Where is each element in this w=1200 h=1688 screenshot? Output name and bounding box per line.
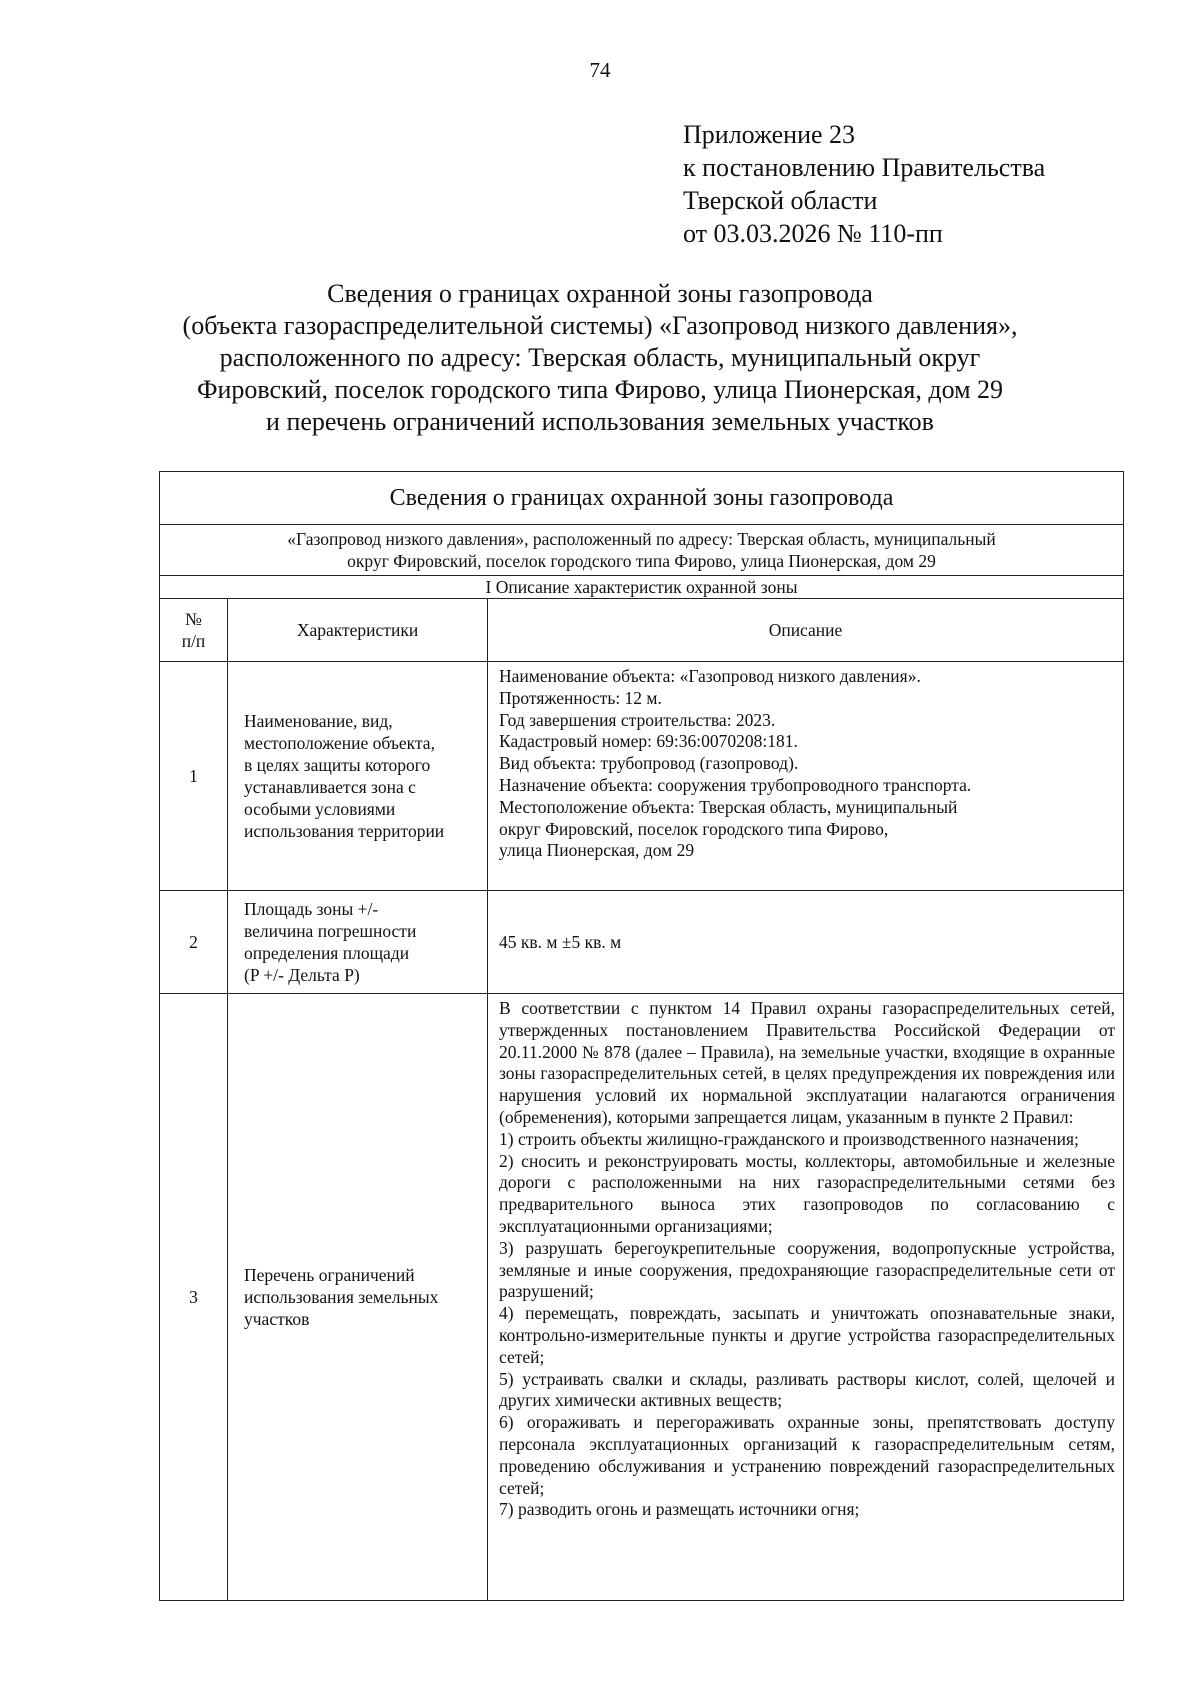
- column-header-number-line: п/п: [181, 631, 206, 651]
- characteristic-line: (P +/- Дельта P): [244, 965, 360, 985]
- description-line: улица Пионерская, дом 29: [499, 840, 695, 861]
- table-subtitle-line: «Газопровод низкого давления», расположенный по адресу: Тверская область, муниципальный: [287, 529, 996, 549]
- restriction-item: 2) сносить и реконструировать мосты, коллекторы, автомобильные и железные дороги с расположенными на них газораспределительными сетями без предварительного выноса этих газопроводов по согласованию с эксплуатационными организациями;: [499, 1150, 1115, 1236]
- table-row: [160, 662, 1124, 891]
- characteristic-line: Перечень ограничений: [244, 1265, 415, 1285]
- page-number: 74: [589, 58, 611, 82]
- document-title-line: и перечень ограничений использования земельных участков: [266, 407, 934, 436]
- table-subtitle: [160, 525, 1124, 576]
- table-title: Сведения о границах охранной зоны газопровода: [160, 472, 1124, 525]
- description-line: 45 кв. м ±5 кв. м: [499, 932, 622, 953]
- row-characteristic: [228, 891, 488, 994]
- row-description: [488, 662, 1124, 891]
- description-line: Год завершения строительства: 2023.: [499, 709, 776, 730]
- characteristic-line: использования территории: [244, 821, 445, 841]
- table-title-row: [160, 472, 1124, 525]
- row-characteristic: [228, 994, 488, 1601]
- characteristic-line: Площадь зоны +/-: [244, 899, 379, 919]
- document-title-line: Фировский, поселок городского типа Фирово, улица Пионерская, дом 29: [196, 375, 1004, 404]
- description-line: Протяженность: 12 м.: [499, 687, 662, 708]
- characteristic-line: Наименование, вид,: [244, 711, 393, 731]
- restriction-item: 6) огораживать и перегораживать охранные зоны, препятствовать доступу персонала эксплуатационных организаций к газораспределительным сетям, проведению обслуживания и устранению повреждений газораспределительных сетей;: [499, 1412, 1115, 1498]
- document-title-line: (объекта газораспределительной системы) «Газопровод низкого давления»,: [182, 311, 1018, 340]
- table-section-heading: I Описание характеристик охранной зоны: [160, 576, 1124, 599]
- column-header-number-line: №: [185, 609, 202, 629]
- characteristic-line: местоположение объекта,: [244, 733, 435, 753]
- row-characteristic: [228, 662, 488, 891]
- table-section-row: [160, 576, 1124, 599]
- description-line: Наименование объекта: «Газопровод низкого давления».: [499, 666, 921, 686]
- description-line: Назначение объекта: сооружения трубопроводного транспорта.: [499, 774, 972, 795]
- characteristic-line: определения площади: [244, 943, 410, 963]
- characteristic-line: использования земельных: [244, 1287, 439, 1307]
- appendix-line: от 03.03.2026 № 110-пп: [683, 219, 943, 248]
- description-line: округ Фировский, поселок городского типа Фирово,: [499, 818, 889, 839]
- description-line: Местоположение объекта: Тверская область, муниципальный: [499, 796, 958, 817]
- row-description: [488, 994, 1124, 1601]
- restriction-item: 1) строить объекты жилищно-гражданского и производственного назначения;: [499, 1128, 1079, 1149]
- appendix-line: Приложение 23: [683, 120, 856, 149]
- restriction-item: 4) перемещать, повреждать, засыпать и уничтожать опознавательные знаки, контрольно-измерительные пункты и другие устройства газораспределительных сетей;: [499, 1303, 1115, 1367]
- table-header-row: [160, 599, 1124, 662]
- appendix-header: [683, 118, 1045, 250]
- restriction-item: 7) разводить огонь и размещать источники огня;: [499, 1499, 860, 1520]
- row-number: 1: [160, 662, 228, 891]
- restriction-paragraph: В соответствии с пунктом 14 Правил охраны газораспределительных сетей, утвержденных постановлением Правительства Российской Федерации от 20.11.2000 № 878 (далее – Правила), на земельные участки, входящие в охранные зоны газораспределительных сетей, в целях предупреждения их повреждения или нарушения условий их нормальной эксплуатации налагаются ограничения (обременения), которыми запрещается лицам, указанным в пункте 2 Правил:: [499, 998, 1115, 1127]
- characteristic-line: участков: [244, 1309, 310, 1329]
- row-number: 3: [160, 994, 228, 1601]
- appendix-line: к постановлению Правительства: [683, 153, 1046, 182]
- restriction-item: 5) устраивать свалки и склады, разливать растворы кислот, солей, щелочей и других химически активных веществ;: [499, 1368, 1115, 1411]
- zone-table: [159, 471, 1124, 1601]
- table-subtitle-line: округ Фировский, поселок городского типа Фирово, улица Пионерская, дом 29: [347, 551, 936, 571]
- column-header-description: Описание: [488, 599, 1124, 662]
- description-line: Вид объекта: трубопровод (газопровод).: [499, 753, 799, 774]
- table-subtitle-row: [160, 525, 1124, 576]
- document-title-line: расположенного по адресу: Тверская область, муниципальный округ: [219, 343, 981, 372]
- characteristic-line: в целях защиты которого: [244, 755, 431, 775]
- characteristic-line: особыми условиями: [244, 799, 396, 819]
- document-title: [100, 278, 1100, 438]
- characteristic-line: устанавливается зона с: [244, 777, 416, 797]
- document-title-line: Сведения о границах охранной зоны газопровода: [327, 279, 873, 308]
- description-line: Кадастровый номер: 69:36:0070208:181.: [499, 731, 798, 752]
- restriction-item: 3) разрушать берегоукрепительные сооружения, водопропускные устройства, земляные и иные сооружения, предохраняющие газораспределительные сети от разрушений;: [499, 1237, 1115, 1302]
- column-header-characteristics: Характеристики: [228, 599, 488, 662]
- appendix-line: Тверской области: [683, 186, 878, 215]
- column-header-number: [160, 599, 228, 662]
- row-number: 2: [160, 891, 228, 994]
- row-description: [488, 891, 1124, 994]
- table-row: [160, 994, 1124, 1601]
- characteristic-line: величина погрешности: [244, 921, 417, 941]
- table-row: [160, 891, 1124, 994]
